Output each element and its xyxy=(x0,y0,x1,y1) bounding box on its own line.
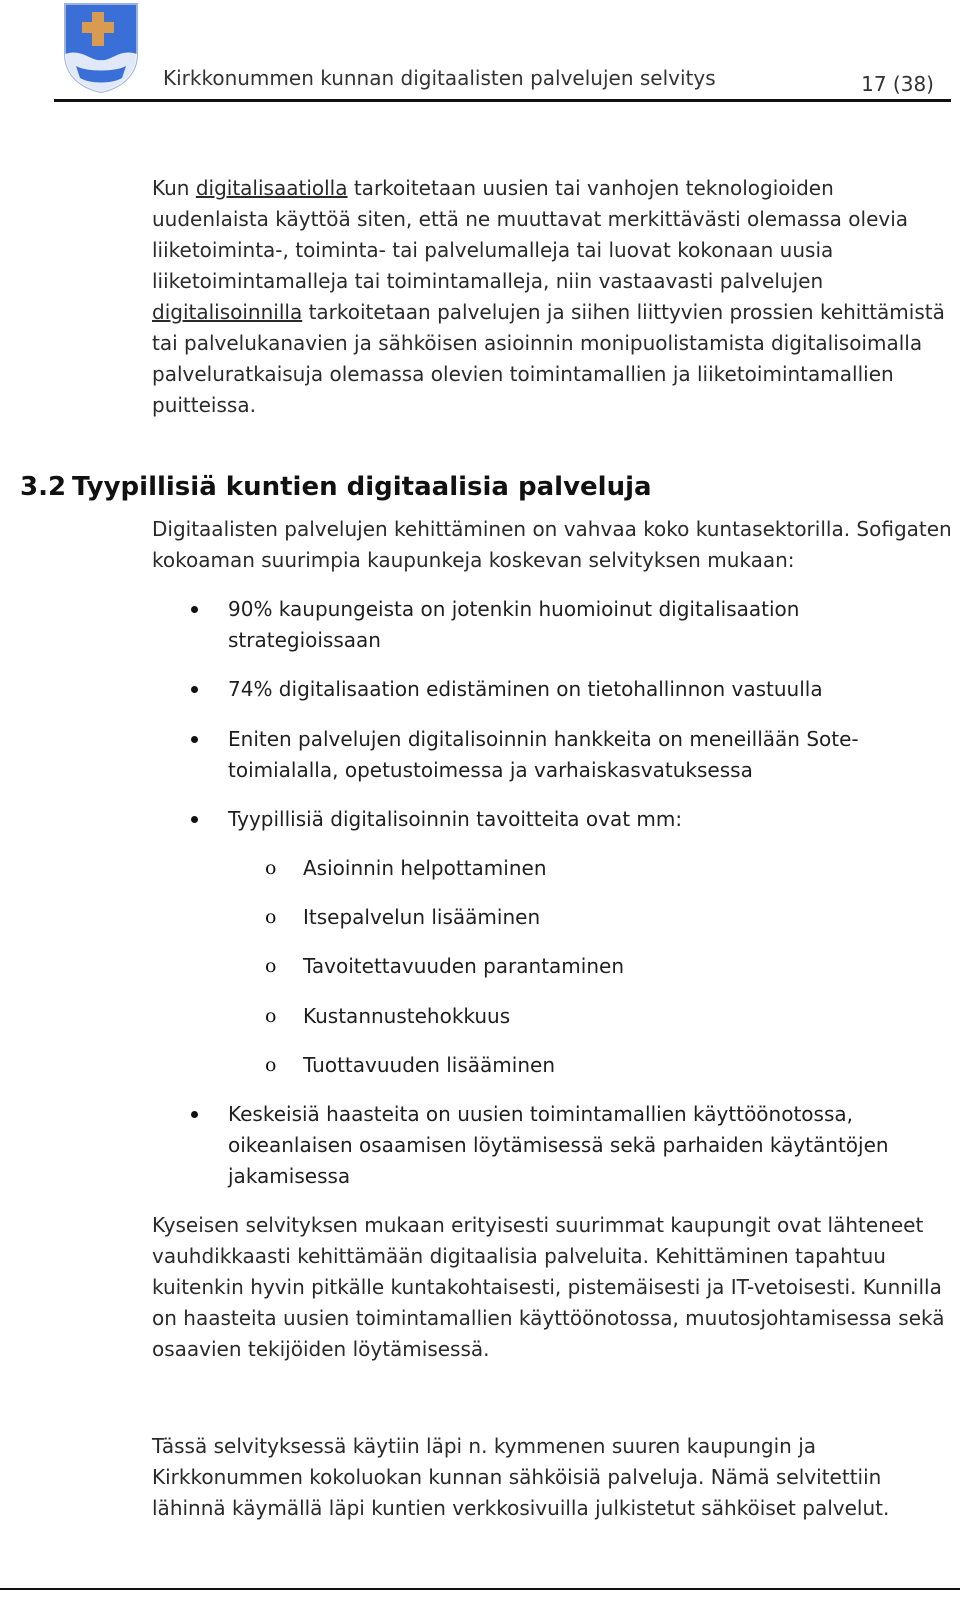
circle-bullet-icon: o xyxy=(265,955,277,977)
findings-paragraph: Kyseisen selvityksen mukaan erityisesti suurimmat kaupungit ovat lähteneet vauhdikkaasti kehittämään digitaalisia palveluita. Kehittäminen tapahtuu kuitenkin hyvin pitkälle kuntakohtaisesti, pistemäisesti ja IT-vetoisesti. Kunnilla on haasteita uusien toimintamallien käyttöönotossa, muutosjohtamisessa sekä osaavien tekijöiden löytämisessä. xyxy=(152,1213,945,1361)
sub-list-item xyxy=(265,902,903,933)
intro-paragraph xyxy=(152,173,957,421)
section-title: Tyypillisiä kuntien digitaalisia palveluja xyxy=(72,472,652,502)
circle-bullet-icon: o xyxy=(265,1005,277,1027)
sub-list-item xyxy=(265,1050,903,1081)
scope-paragraph: Tässä selvityksessä käytiin läpi n. kymmenen suuren kaupungin ja Kirkkonummen kokoluokan kunnan sähköisiä palveluja. Nämä selvitettiin lähinnä käymällä läpi kuntien verkkosivuilla julkistetut sähköiset palvelut. xyxy=(152,1434,890,1520)
term-digitalisoinnilla: digitalisoinnilla xyxy=(152,300,303,324)
bullet-dot-icon xyxy=(191,686,198,693)
bullet-dot-icon xyxy=(191,606,198,613)
sub-list-item-text: Itsepalvelun lisääminen xyxy=(303,905,541,929)
list-item xyxy=(228,1099,928,1192)
list-item-text: 74% digitalisaation edistäminen on tietohallinnon vastuulla xyxy=(228,677,823,701)
header-divider xyxy=(54,99,951,102)
footer-divider xyxy=(0,1588,960,1590)
intro-text-3: tarkoitetaan palvelujen ja siihen liittyvien prossien kehittämistä tai palvelukanavien ja sähköisen asioinnin monipuolistamista digitalisoimalla palveluratkaisuja olemassa olevien toimintamallien ja liiketoimintamallien puitteissa. xyxy=(152,300,945,417)
intro-text-2: tarkoitetaan uusien tai vanhojen teknologioiden uudenlaista käyttöä siten, että ne muuttavat merkittävästi olemassa olevia liiketoiminta-, toiminta- tai palvelumalleja tai luovat kokonaan uusia liiketoimintamalleja tai toimintamalleja, niin vastaavasti palvelujen xyxy=(152,176,909,293)
list-item-text: Keskeisiä haasteita on uusien toimintamallien käyttöönotossa, oikeanlaisen osaamisen löytämisessä sekä parhaiden käytäntöjen jakamisessa xyxy=(228,1102,889,1188)
bullet-dot-icon xyxy=(191,1111,198,1118)
list-item xyxy=(228,724,928,786)
list-item-text: Tyypillisiä digitalisoinnin tavoitteita ovat mm: xyxy=(228,807,683,831)
list-item xyxy=(228,804,928,835)
page-header xyxy=(0,0,960,104)
sub-list-item-text: Tavoitettavuuden parantaminen xyxy=(303,954,624,978)
list-item-text: Eniten palvelujen digitalisoinnin hankkeita on meneillään Sote-toimialalla, opetustoimessa ja varhaiskasvatuksessa xyxy=(228,727,859,782)
circle-bullet-icon: o xyxy=(265,906,277,928)
sub-list-item xyxy=(265,1001,903,1032)
page-number: 17 (38) xyxy=(861,72,934,96)
list-item xyxy=(228,674,928,705)
municipality-crest-logo xyxy=(62,2,140,94)
circle-bullet-icon: o xyxy=(265,857,277,879)
bullet-dot-icon xyxy=(191,816,198,823)
section-heading xyxy=(20,472,652,502)
circle-bullet-icon: o xyxy=(265,1054,277,1076)
list-item xyxy=(228,594,928,656)
sub-list-item xyxy=(265,951,903,982)
bullet-dot-icon xyxy=(191,736,198,743)
sub-list-item-text: Kustannustehokkuus xyxy=(303,1004,511,1028)
sub-list-item-text: Asioinnin helpottaminen xyxy=(303,856,547,880)
sub-list-item xyxy=(265,853,903,884)
sub-list-item-text: Tuottavuuden lisääminen xyxy=(303,1053,555,1077)
term-digitalisaatiolla: digitalisaatiolla xyxy=(195,176,348,200)
list-item-text: 90% kaupungeista on jotenkin huomioinut digitalisaation strategioissaan xyxy=(228,597,800,652)
section-lead-paragraph: Digitaalisten palvelujen kehittäminen on vahvaa koko kuntasektorilla. Sofigaten kokoaman suurimpia kaupunkeja koskevan selvityksen mukaan: xyxy=(152,517,952,572)
document-title: Kirkkonummen kunnan digitaalisten palvelujen selvitys xyxy=(163,66,716,90)
intro-text-1: Kun xyxy=(152,176,196,200)
section-number: 3.2 xyxy=(20,472,67,502)
